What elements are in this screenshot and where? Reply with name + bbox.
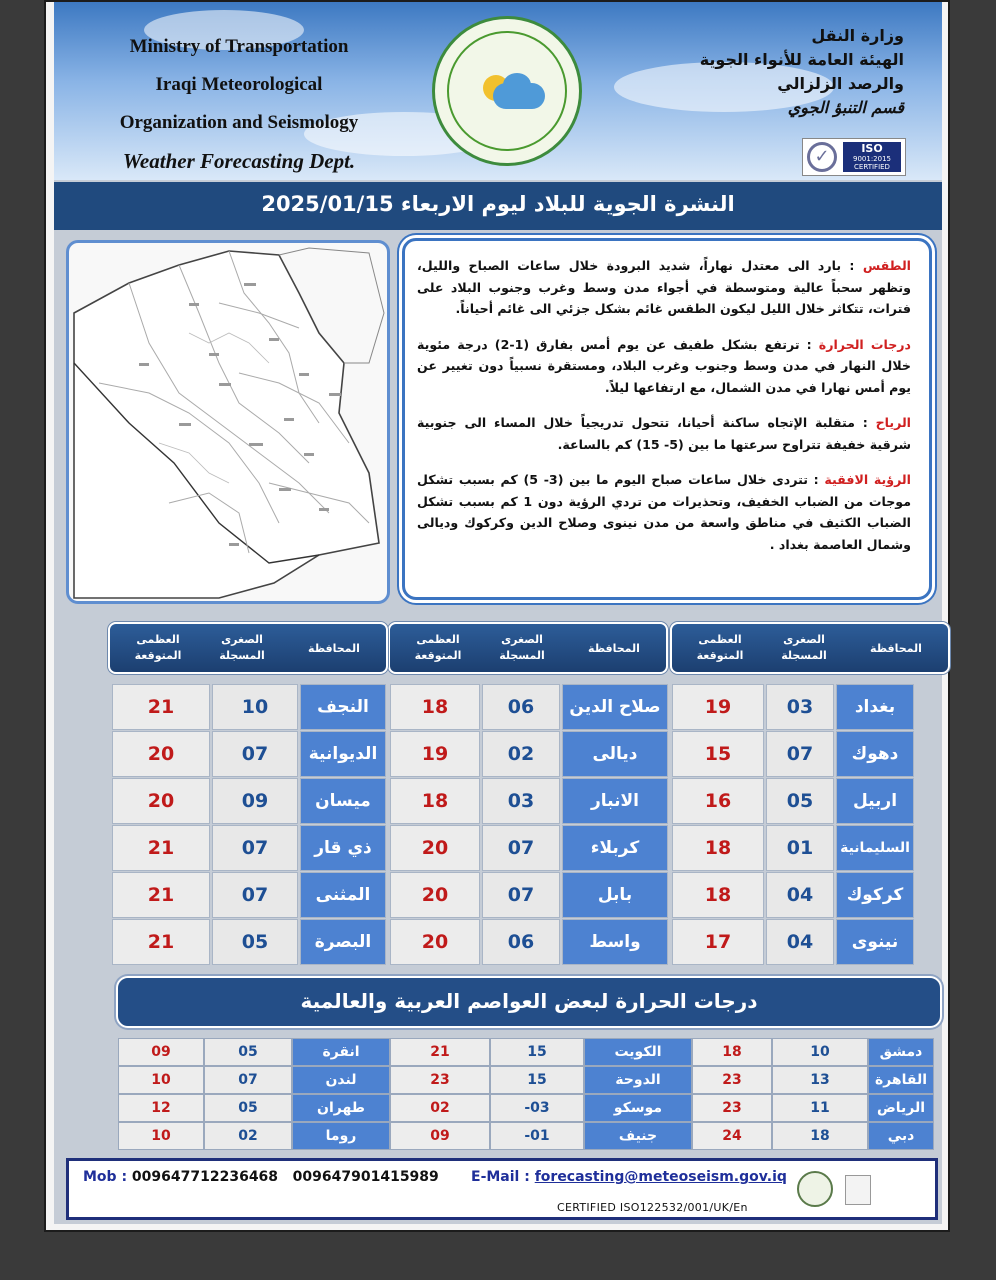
province-max: 18 bbox=[390, 684, 480, 730]
header-max bbox=[396, 632, 480, 664]
forecast-text-box bbox=[402, 238, 932, 600]
header-min-line2: المسجلة bbox=[219, 649, 265, 662]
capital-min: 05 bbox=[204, 1038, 292, 1066]
visibility-text: : تتردى خلال ساعات صباح اليوم ما بين (3- 5) كم بسبب تشكل موجات من الضباب الخفيف، وتحذيرات من تردي الرؤية دون 1 كم بسبب تشكل الضباب الكثيف في مناطق واسعة من مدن نينوى وصلاح الدين وكركوك وديالى وشمال العاصمة بغداد . bbox=[417, 472, 912, 552]
province-name: كركوك bbox=[836, 872, 914, 918]
header-max-line2: المتوقعة bbox=[414, 649, 462, 662]
column-header-group-2 bbox=[388, 622, 668, 674]
province-max: 21 bbox=[112, 872, 210, 918]
province-min: 05 bbox=[212, 919, 298, 965]
province-max: 17 bbox=[672, 919, 764, 965]
province-min: 06 bbox=[482, 684, 560, 730]
header-province: المحافظة bbox=[308, 642, 360, 655]
temperature-label: درجات الحرارة bbox=[818, 336, 911, 352]
email-label: E-Mail : bbox=[471, 1169, 535, 1185]
org-name-ar-line2: والرصد الزلزالي bbox=[777, 74, 904, 93]
province-min: 07 bbox=[212, 825, 298, 871]
bulletin-title: النشرة الجوية للبلاد ليوم الاربعاء 2025/01/15 bbox=[261, 192, 735, 216]
header-max-line2: المتوقعة bbox=[696, 649, 744, 662]
mobile-label: Mob : bbox=[83, 1169, 132, 1185]
capital-max: 10 bbox=[118, 1122, 204, 1150]
mobile-numbers: 009647712236468 009647901415989 bbox=[131, 1169, 439, 1185]
province-name: ذي قار bbox=[300, 825, 386, 871]
certification-number: CERTIFIED ISO122532/001/UK/En bbox=[557, 1201, 748, 1214]
arabic-org-name bbox=[644, 24, 904, 120]
capital-min: 13 bbox=[772, 1066, 868, 1094]
province-min: 07 bbox=[482, 872, 560, 918]
province-min: 05 bbox=[766, 778, 834, 824]
partner-logo-icon bbox=[797, 1171, 833, 1207]
world-capitals-title: درجات الحرارة لبعض العواصم العربية والعالمية bbox=[300, 989, 758, 1013]
header-min bbox=[764, 632, 844, 664]
capital-name: موسكو bbox=[584, 1094, 692, 1122]
province-name: الانبار bbox=[562, 778, 668, 824]
bulletin-content bbox=[54, 2, 942, 1224]
header-banner bbox=[54, 2, 942, 180]
province-min: 09 bbox=[212, 778, 298, 824]
header-province: المحافظة bbox=[588, 642, 640, 655]
capital-max: 24 bbox=[692, 1122, 772, 1150]
province-min: 02 bbox=[482, 731, 560, 777]
iraq-map-graphic bbox=[69, 243, 387, 601]
capital-min: -03 bbox=[490, 1094, 584, 1122]
province-name: صلاح الدين bbox=[562, 684, 668, 730]
capital-min: 18 bbox=[772, 1122, 868, 1150]
department-name-ar: قسم التنبؤ الجوي bbox=[787, 98, 904, 117]
province-max: 20 bbox=[390, 825, 480, 871]
org-name-line1: Iraqi Meteorological bbox=[155, 74, 323, 95]
province-min: 07 bbox=[212, 731, 298, 777]
province-name: الديوانية bbox=[300, 731, 386, 777]
province-max: 18 bbox=[672, 825, 764, 871]
header-min bbox=[202, 632, 282, 664]
ministry-name-ar: وزارة النقل bbox=[811, 26, 904, 45]
weather-paragraph bbox=[417, 255, 911, 320]
weather-text: : بارد الى معتدل نهاراً، شديد البرودة خلال ساعات الصباح والليل، وتظهر سحباً عالية ومتوسطة في أجواء مدن وسط وغرب وجنوب البلاد على فترات، تتكاثر خلال الليل ليكون الطقس غائم بشكل جزئي الى غائم أحياناً. bbox=[417, 258, 911, 316]
column-header-group-3 bbox=[108, 622, 388, 674]
capital-max: 23 bbox=[692, 1094, 772, 1122]
capital-min: 02 bbox=[204, 1122, 292, 1150]
province-max: 19 bbox=[390, 731, 480, 777]
province-name: دهوك bbox=[836, 731, 914, 777]
capital-max: 21 bbox=[390, 1038, 490, 1066]
province-max: 20 bbox=[390, 872, 480, 918]
header-min-line1: الصغرى bbox=[783, 633, 825, 646]
province-min: 06 bbox=[482, 919, 560, 965]
province-max: 20 bbox=[112, 731, 210, 777]
province-min: 03 bbox=[482, 778, 560, 824]
capital-min: 10 bbox=[772, 1038, 868, 1066]
wind-paragraph bbox=[417, 412, 911, 455]
iso-standard: 9001:2015 bbox=[853, 155, 891, 163]
capital-name: القاهرة bbox=[868, 1066, 934, 1094]
header-min bbox=[482, 632, 562, 664]
province-max: 21 bbox=[112, 684, 210, 730]
capital-name: الدوحة bbox=[584, 1066, 692, 1094]
cloud-icon-base bbox=[493, 83, 545, 109]
header-max bbox=[678, 632, 762, 664]
capital-max: 12 bbox=[118, 1094, 204, 1122]
header-min-line2: المسجلة bbox=[499, 649, 545, 662]
contact-footer bbox=[66, 1158, 938, 1220]
province-name: البصرة bbox=[300, 919, 386, 965]
province-min: 01 bbox=[766, 825, 834, 871]
capital-max: 10 bbox=[118, 1066, 204, 1094]
iso-certified: CERTIFIED bbox=[854, 163, 890, 171]
wind-text: : متقلبة الإتجاه ساكنة أحيانا، تتحول تدريجياً خلال المساء الى جنوبية شرقية خفيفة تتراوح سرعتها ما بين (5- 15) كم بالساعة. bbox=[417, 415, 911, 452]
province-name: كربلاء bbox=[562, 825, 668, 871]
province-min: 07 bbox=[766, 731, 834, 777]
capital-min: 15 bbox=[490, 1066, 584, 1094]
partner-seal-icon bbox=[845, 1175, 871, 1205]
header-min-line2: المسجلة bbox=[781, 649, 827, 662]
province-max: 18 bbox=[390, 778, 480, 824]
english-org-name bbox=[84, 28, 394, 180]
header-province: المحافظة bbox=[870, 642, 922, 655]
capital-max: 23 bbox=[692, 1066, 772, 1094]
iso-badge bbox=[802, 138, 906, 176]
world-capitals-banner bbox=[116, 976, 942, 1028]
province-name: بابل bbox=[562, 872, 668, 918]
header-max-line2: المتوقعة bbox=[134, 649, 182, 662]
capital-max: 09 bbox=[390, 1122, 490, 1150]
iso-label: ISO bbox=[861, 142, 883, 155]
header-max-line1: العظمى bbox=[136, 633, 180, 646]
header-min-line1: الصغرى bbox=[221, 633, 263, 646]
temperature-paragraph bbox=[417, 334, 911, 399]
header-max-line1: العظمى bbox=[698, 633, 742, 646]
province-name: النجف bbox=[300, 684, 386, 730]
capital-max: 23 bbox=[390, 1066, 490, 1094]
capital-name: جنيف bbox=[584, 1122, 692, 1150]
capital-name: طهران bbox=[292, 1094, 390, 1122]
capital-min: 15 bbox=[490, 1038, 584, 1066]
email-link[interactable]: forecasting@meteoseism.gov.iq bbox=[534, 1169, 787, 1185]
province-name: واسط bbox=[562, 919, 668, 965]
province-name: المثنى bbox=[300, 872, 386, 918]
capital-name: الكويت bbox=[584, 1038, 692, 1066]
visibility-label: الرؤية الافقية bbox=[824, 472, 911, 487]
province-min: 03 bbox=[766, 684, 834, 730]
capital-name: انقرة bbox=[292, 1038, 390, 1066]
province-min: 07 bbox=[212, 872, 298, 918]
temperature-text: : ترتفع بشكل طفيف عن يوم أمس بفارق (1-2) درجة مئوية خلال النهار في مدن وسط وجنوب وغرب البلاد، ومستقرة نسبياً دون تغيير عن يوم أمس نهارا في مدن الشمال، مع ارتفاعها ليلاً. bbox=[417, 336, 911, 395]
province-min: 04 bbox=[766, 919, 834, 965]
province-name: ديالى bbox=[562, 731, 668, 777]
province-max: 16 bbox=[672, 778, 764, 824]
capital-name: الرياض bbox=[868, 1094, 934, 1122]
capital-max: 02 bbox=[390, 1094, 490, 1122]
header-max bbox=[116, 632, 200, 664]
header-min-line1: الصغرى bbox=[501, 633, 543, 646]
wind-label: الرياح bbox=[875, 415, 911, 430]
province-min: 04 bbox=[766, 872, 834, 918]
iso-label-box bbox=[843, 142, 901, 172]
capital-min: -01 bbox=[490, 1122, 584, 1150]
ministry-name: Ministry of Transportation bbox=[129, 36, 349, 57]
province-name: السليمانية bbox=[836, 825, 914, 871]
capital-min: 05 bbox=[204, 1094, 292, 1122]
capital-min: 11 bbox=[772, 1094, 868, 1122]
province-max: 21 bbox=[112, 919, 210, 965]
email-contact bbox=[471, 1169, 787, 1185]
capital-name: لندن bbox=[292, 1066, 390, 1094]
province-min: 07 bbox=[482, 825, 560, 871]
province-max: 18 bbox=[672, 872, 764, 918]
visibility-paragraph bbox=[417, 469, 911, 555]
capital-name: دبي bbox=[868, 1122, 934, 1150]
capital-name: دمشق bbox=[868, 1038, 934, 1066]
checkmark-icon: ✓ bbox=[807, 142, 837, 172]
column-header-group-1 bbox=[670, 622, 950, 674]
capital-max: 09 bbox=[118, 1038, 204, 1066]
province-max: 20 bbox=[112, 778, 210, 824]
province-max: 20 bbox=[390, 919, 480, 965]
province-max: 21 bbox=[112, 825, 210, 871]
province-max: 15 bbox=[672, 731, 764, 777]
iraq-map bbox=[66, 240, 390, 604]
mobile-contact bbox=[83, 1169, 439, 1185]
header-max-line1: العظمى bbox=[416, 633, 460, 646]
partner-emblem-icon bbox=[881, 1179, 929, 1201]
org-name-ar-line1: الهيئة العامة للأنواء الجوية bbox=[699, 50, 904, 69]
capital-name: روما bbox=[292, 1122, 390, 1150]
province-name: ميسان bbox=[300, 778, 386, 824]
bulletin-sheet bbox=[44, 0, 950, 1232]
province-max: 19 bbox=[672, 684, 764, 730]
province-name: اربيل bbox=[836, 778, 914, 824]
capital-max: 18 bbox=[692, 1038, 772, 1066]
province-min: 10 bbox=[212, 684, 298, 730]
organization-logo bbox=[432, 16, 582, 166]
org-name-line2: Organization and Seismology bbox=[119, 112, 359, 133]
bulletin-title-bar bbox=[54, 182, 942, 230]
province-name: بغداد bbox=[836, 684, 914, 730]
capital-min: 07 bbox=[204, 1066, 292, 1094]
weather-label: الطقس bbox=[862, 258, 911, 273]
department-name: Weather Forecasting Dept. bbox=[122, 149, 356, 173]
province-name: نينوى bbox=[836, 919, 914, 965]
